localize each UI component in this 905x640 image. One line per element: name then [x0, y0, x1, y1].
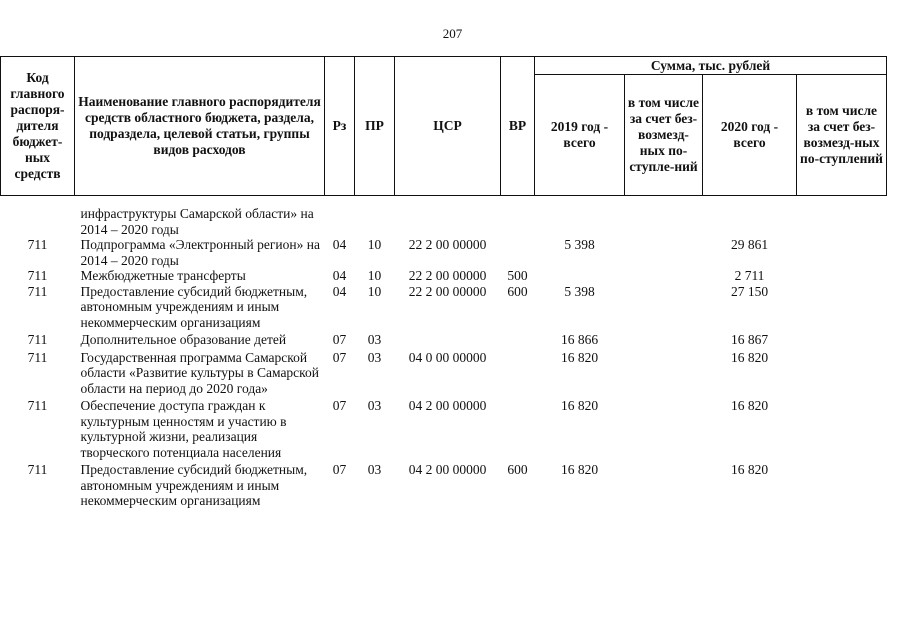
budget-table [0, 56, 887, 509]
cell-name: Предоставление субсидий бюджетным, автономным учреждениям и иным некоммерческим организациям [80, 462, 308, 508]
cell-y2020: 29 861 [730, 237, 769, 252]
cell-y2020: 27 150 [730, 283, 769, 299]
cell-pr: 03 [367, 462, 382, 477]
header-vr: ВР [501, 57, 535, 196]
cell-code: 711 [27, 349, 48, 365]
cell-csr [395, 330, 501, 348]
cell-y2020 [703, 206, 797, 237]
cell-rz: 04 [332, 237, 347, 252]
table-row [1, 460, 887, 509]
cell-name: Предоставление субсидий бюджетным, автономным учреждениям и иным некоммерческим организациям [80, 283, 308, 330]
cell-code: 711 [27, 332, 48, 347]
cell-csr: 04 2 00 00000 [408, 398, 487, 413]
cell-code: 711 [27, 237, 48, 252]
cell-y2019-free [625, 348, 703, 397]
cell-code [1, 206, 75, 237]
header-2019-free: в том числе за счет без-возмезд-ных по-ступле-ний [625, 75, 703, 196]
cell-y2020: 16 820 [730, 349, 769, 365]
cell-y2019: 16 820 [560, 462, 599, 477]
cell-y2020-free [797, 348, 887, 397]
cell-name: Подпрограмма «Электронный регион» на 2014 – 2020 годы [80, 237, 320, 268]
page-number: 207 [442, 26, 463, 41]
cell-pr: 03 [367, 349, 382, 365]
cell-name: Межбюджетные трансферты [80, 268, 246, 283]
header-rz: Рз [325, 57, 355, 196]
table-header [1, 57, 887, 196]
table-row [1, 348, 887, 397]
cell-y2020-free [797, 206, 887, 237]
header-pr: ПР [355, 57, 395, 196]
cell-y2020: 16 820 [730, 398, 769, 413]
cell-code: 711 [27, 398, 48, 413]
cell-y2019-free [625, 460, 703, 509]
cell-vr [501, 237, 535, 268]
table-row [1, 396, 887, 460]
cell-y2019-free [625, 396, 703, 460]
cell-y2019-free [625, 268, 703, 284]
header-2020-free: в том числе за счет без-возмезд-ных по-ступлений [797, 75, 887, 196]
cell-y2020-free [797, 268, 887, 284]
cell-y2020-free [797, 330, 887, 348]
cell-y2019 [535, 206, 625, 237]
cell-pr: 10 [367, 268, 382, 283]
cell-y2019: 5 398 [564, 283, 595, 299]
cell-y2019-free [625, 330, 703, 348]
cell-pr: 10 [367, 237, 382, 252]
header-2020-total: 2020 год - всего [703, 75, 797, 196]
table-row [1, 268, 887, 284]
cell-name: инфраструктуры Самарской области» на 2014 – 2020 годы [80, 206, 314, 237]
cell-rz: 04 [332, 283, 347, 299]
header-2019-total: 2019 год - всего [535, 75, 625, 196]
table-row [1, 237, 887, 268]
cell-y2020-free [797, 396, 887, 460]
cell-vr [501, 396, 535, 460]
cell-y2019: 16 820 [560, 398, 599, 413]
cell-vr [501, 330, 535, 348]
cell-y2019: 16 866 [560, 332, 599, 347]
cell-rz: 04 [332, 268, 347, 283]
cell-rz: 07 [332, 398, 347, 413]
header-csr: ЦСР [395, 57, 501, 196]
cell-y2019-free [625, 237, 703, 268]
cell-rz: 07 [332, 349, 347, 365]
cell-csr: 04 0 00 00000 [408, 349, 487, 365]
cell-y2020-free [797, 237, 887, 268]
cell-csr: 04 2 00 00000 [408, 462, 487, 477]
cell-y2019: 5 398 [564, 237, 595, 252]
cell-csr: 22 2 00 00000 [408, 237, 487, 252]
header-name: Наименование главного распорядителя средств областного бюджета, раздела, подраздела, целевой статьи, группы видов расходов [75, 57, 325, 196]
table-row [1, 330, 887, 348]
cell-y2020-free [797, 460, 887, 509]
cell-y2020: 16 867 [730, 332, 769, 347]
cell-y2019-free [625, 284, 703, 331]
cell-rz [325, 206, 355, 237]
header-sum-group: Сумма, тыс. рублей [535, 57, 887, 75]
cell-pr: 03 [367, 398, 382, 413]
cell-name: Дополнительное образование детей [80, 332, 287, 347]
cell-name: Государственная программа Самарской области «Развитие культуры в Самарской области на период до 2020 года» [80, 349, 320, 396]
cell-csr: 22 2 00 00000 [408, 268, 487, 283]
cell-vr: 600 [507, 283, 528, 299]
cell-y2019 [535, 268, 625, 284]
cell-y2020-free [797, 284, 887, 331]
cell-rz: 07 [332, 332, 347, 347]
header-code: Код главного распоря-дителя бюджет-ных средств [1, 57, 75, 196]
cell-csr [395, 206, 501, 237]
cell-vr [501, 206, 535, 237]
cell-y2019: 16 820 [560, 349, 599, 365]
cell-vr [501, 348, 535, 397]
cell-vr: 600 [507, 462, 528, 477]
table-body [1, 196, 887, 509]
cell-csr: 22 2 00 00000 [408, 283, 487, 299]
table-row [1, 206, 887, 237]
cell-code: 711 [27, 283, 48, 299]
cell-pr: 10 [367, 283, 382, 299]
cell-pr [355, 206, 395, 237]
cell-code: 711 [27, 268, 48, 283]
table-row [1, 284, 887, 331]
cell-y2019-free [625, 206, 703, 237]
cell-pr: 03 [367, 332, 382, 347]
cell-rz: 07 [332, 462, 347, 477]
cell-y2020: 16 820 [730, 462, 769, 477]
cell-name: Обеспечение доступа граждан к культурным ценностям и участию в культурной жизни, реализация творческого потенциала населения [80, 398, 287, 460]
cell-code: 711 [27, 462, 48, 477]
cell-vr: 500 [507, 268, 528, 283]
cell-y2020: 2 711 [734, 268, 765, 283]
